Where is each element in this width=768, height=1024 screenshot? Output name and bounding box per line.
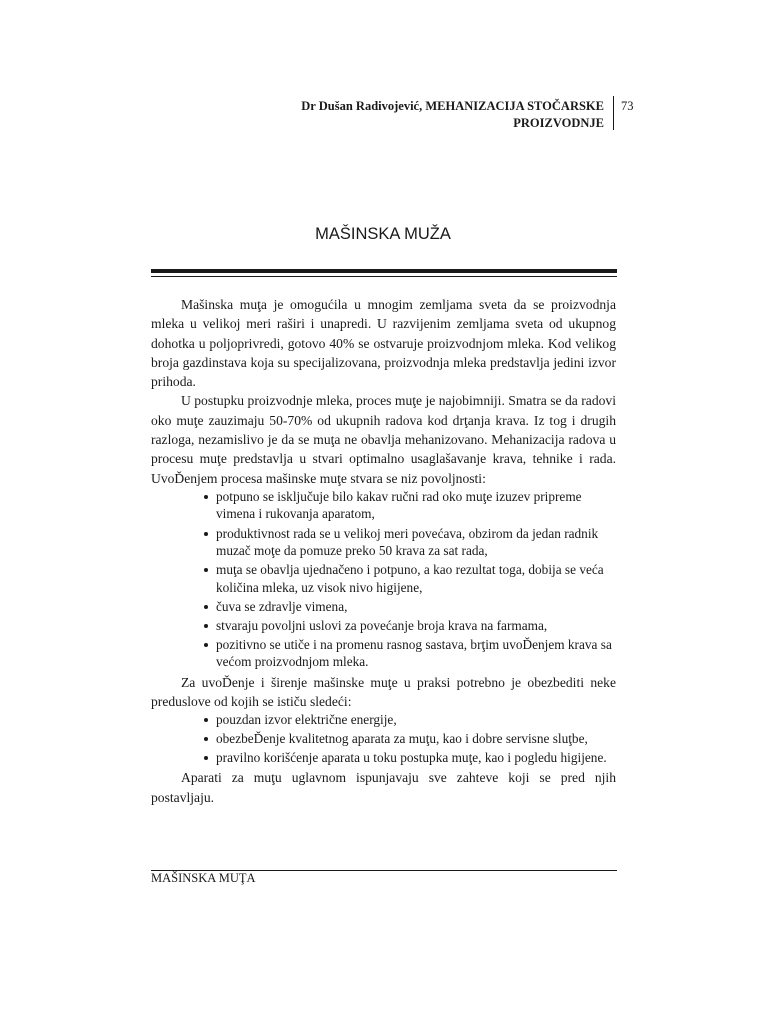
list-item [204, 730, 616, 748]
list-item-text: muţa se obavlja ujednačeno i potpuno, a kao rezultat toga, dobija se veća količina mleka, uz visok nivo higijene, [216, 562, 604, 595]
bullet-icon [204, 532, 208, 536]
paragraph-2: U postupku proizvodnje mleka, proces muţe je najobimniji. Smatra se da radovi oko muţe zauzimaju 50-70% od ukupnih radova kod drţanja krava. Iz tog i drugih razloga, nezamislivo je da se muţa ne obavlja mehanizovano. Mehanizacija radova u procesu muţe predstavlja u stvari optimalno usaglašavanje krava, tehnike i rada. UvoĎenjem procesa mašinske muţe stvara se niz povoljnosti: [151, 393, 616, 486]
list-item [204, 749, 616, 767]
list-item [204, 488, 616, 523]
title-rule-thin [151, 276, 617, 277]
list-item-text: čuva se zdravlje vimena, [216, 598, 348, 614]
list-item [204, 617, 616, 635]
body-text [151, 295, 616, 807]
list-item-text: potpuno se isključuje bilo kakav ručni rad oko muţe izuzev pripreme vimena i rukovanja aparatom, [216, 488, 582, 522]
list-item [204, 561, 616, 596]
header-title-line2: PROIZVODNJE [513, 116, 604, 130]
bullet-icon [204, 737, 208, 741]
bullet-icon [204, 643, 208, 647]
page-number: 73 [621, 99, 634, 113]
chapter-title: MAŠINSKA MUŽA [315, 225, 451, 243]
bullet-icon [204, 495, 208, 499]
list-item-text: pravilno korišćenje aparata u toku postupka muţe, kao i pogledu higijene. [216, 750, 607, 766]
bullet-icon [204, 624, 208, 628]
bullet-icon [204, 605, 208, 609]
header-divider [613, 96, 614, 130]
preconditions-list [151, 711, 616, 767]
title-rule-thick [151, 269, 617, 273]
running-footer: MAŠINSKA MUŢA [151, 871, 256, 885]
list-item-text: pouzdan izvor električne energije, [216, 712, 397, 728]
header-title-line1: MEHANIZACIJA STOČARSKE [422, 99, 604, 113]
paragraph-1: Mašinska muţa je omogućila u mnogim zemljama sveta da se proizvodnja mleka u velikoj meri raširi i unapredi. U razvijenim zemljama sveta od ukupnog dohotka u poljoprivredi, gotovo 40% se ostvaruje proizvodnjom mleka. Kod velikog broja gazdinstava koja su specijalizovana, proizvodnja mleka predstavlja jedini izvor prihoda. [151, 297, 616, 390]
header-author: Dr Dušan Radivojević, [301, 99, 423, 113]
list-item-text: produktivnost rada se u velikoj meri povećava, obzirom da jedan radnik muzač moţe da pomuze preko 50 krava za sat rada, [216, 525, 599, 559]
list-item-text: pozitivno se utiče i na promenu rasnog sastava, brţim uvoĎenjem krava sa većom proizvodnjom mleka. [216, 636, 612, 670]
bullet-icon [204, 718, 208, 722]
list-item [204, 525, 616, 560]
list-item [204, 636, 616, 671]
list-item [204, 711, 616, 729]
list-item-text: stvaraju povoljni uslovi za povećanje broja krava na farmama, [216, 617, 548, 633]
list-item-text: obezbeĎenje kvalitetnog aparata za muţu, kao i dobre servisne sluţbe, [216, 731, 588, 747]
running-header [150, 98, 604, 132]
paragraph-3: Za uvoĎenje i širenje mašinske muţe u praksi potrebno je obezbediti neke preduslove od kojih se ističu sledeći: [151, 674, 616, 709]
bullet-icon [204, 756, 208, 760]
paragraph-4: Aparati za muţu uglavnom ispunjavaju sve zahteve koji se pred njih postavljaju. [151, 770, 616, 805]
list-item [204, 598, 616, 616]
advantages-list [151, 488, 616, 671]
bullet-icon [204, 568, 208, 572]
